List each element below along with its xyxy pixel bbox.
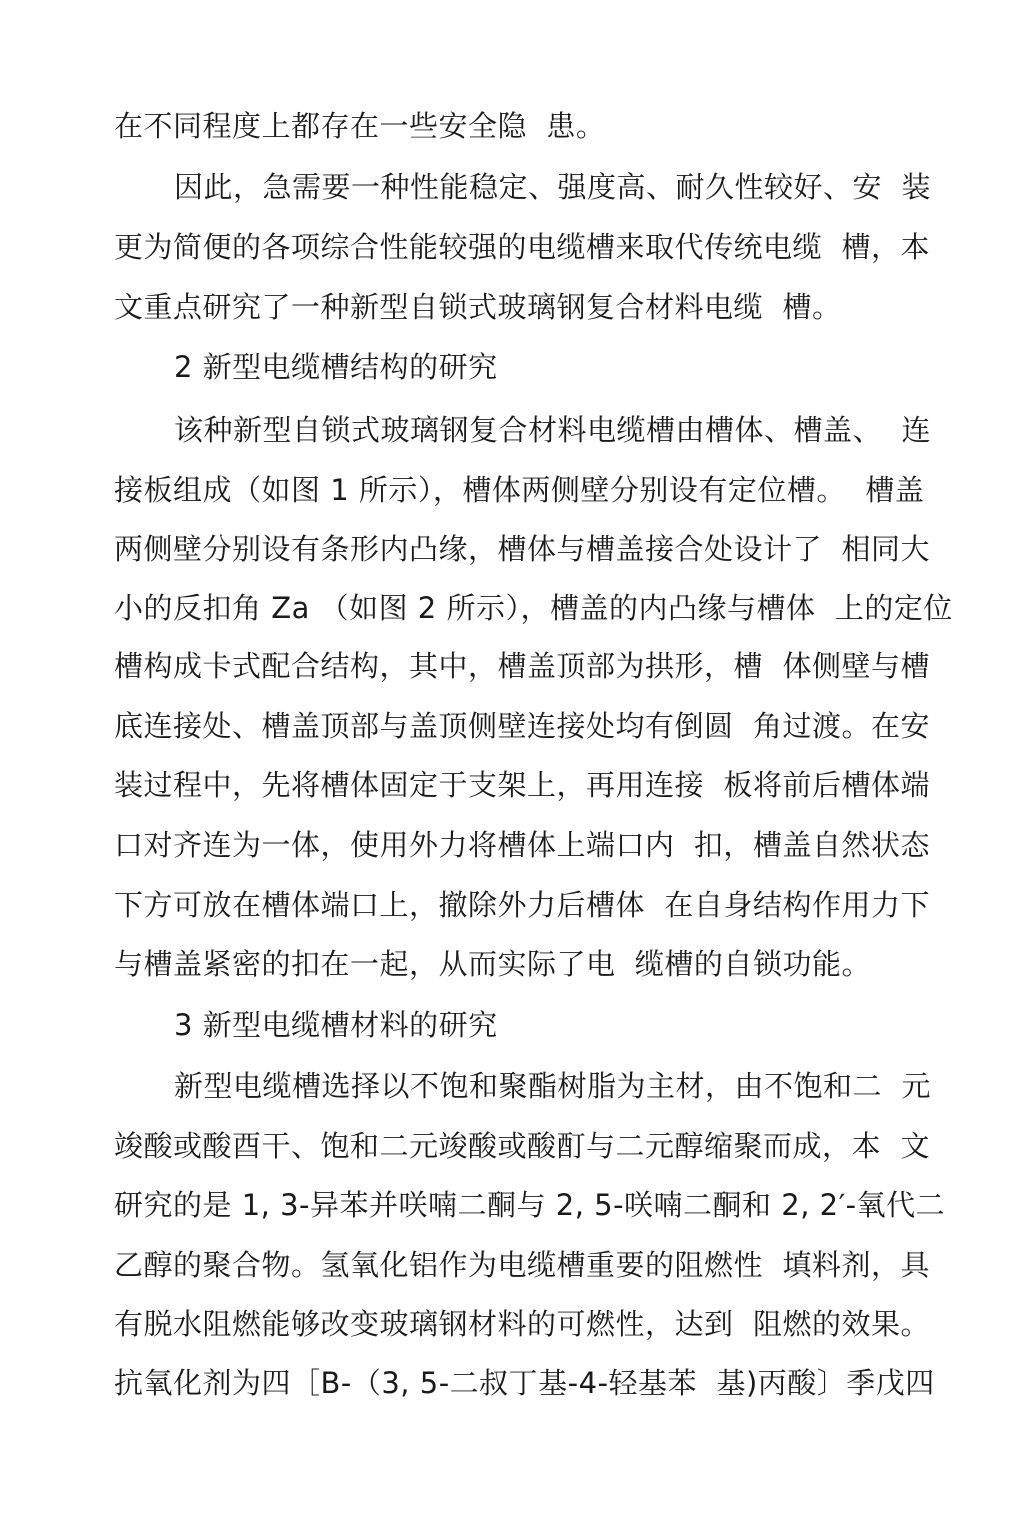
text-line: 接板组成（如图 1 所示），槽体两侧壁分别设有定位槽。 槽盖 [114,473,925,507]
text-line: 与槽盖紧密的扣在一起，从而实际了电 缆槽的自锁功能。 [114,947,871,981]
text-line: 有脱水阻燃能够改变玻璃钢材料的可燃性，达到 阻燃的效果。 [114,1307,930,1341]
text-line: 两侧壁分别设有条形内凸缘，槽体与槽盖接合处设计了 相同大 [114,532,930,566]
text-line: 小的反扣角 Za （如图 2 所示），槽盖的内凸缘与槽体 上的定位 [114,591,953,625]
text-line: 文重点研究了一种新型自锁式玻璃钢复合材料电缆 槽。 [114,290,842,324]
text-line: 抗氧化剂为四［B-（3, 5-二叔丁基-4-轻基苯 基)丙酸〕季戊四 [114,1366,935,1400]
section-heading: 3 新型电缆槽材料的研究 [174,1008,498,1042]
text-line: 装过程中，先将槽体固定于支架上，再用连接 板将前后槽体端 [114,768,930,802]
text-line: 底连接处、槽盖顶部与盖顶侧壁连接处均有倒圆 角过渡。在安 [114,709,930,743]
section-heading: 2 新型电缆槽结构的研究 [174,350,498,384]
text-line: 口对齐连为一体，使用外力将槽体上端口内 扣，槽盖自然状态 [114,828,930,862]
text-line: 在不同程度上都存在一些安全隐 患。 [114,109,606,143]
paragraph-line: 该种新型自锁式玻璃钢复合材料电缆槽由槽体、槽盖、 连 [174,413,931,447]
paragraph-line: 因此，急需要一种性能稳定、强度高、耐久性较好、安 装 [174,170,931,204]
text-line: 竣酸或酸酉干、饱和二元竣酸或酸酊与二元醇缩聚而成，本 文 [114,1129,930,1163]
text-line: 研究的是 1, 3-异苯并咲喃二酮与 2, 5-咲喃二酮和 2, 2′-氧代二 [114,1188,946,1222]
text-line: 下方可放在槽体端口上，撤除外力后槽体 在自身结构作用力下 [114,888,930,922]
paragraph-line: 新型电缆槽选择以不饱和聚酯树脂为主材，由不饱和二 元 [174,1069,931,1103]
text-line: 更为简便的各项综合性能较强的电缆槽来取代传统电缆 槽，本 [114,230,930,264]
text-line: 乙醇的聚合物。氢氧化铝作为电缆槽重要的阻燃性 填料剂，具 [114,1248,930,1282]
text-line: 槽构成卡式配合结构，其中，槽盖顶部为拱形，槽 体侧壁与槽 [114,649,930,683]
